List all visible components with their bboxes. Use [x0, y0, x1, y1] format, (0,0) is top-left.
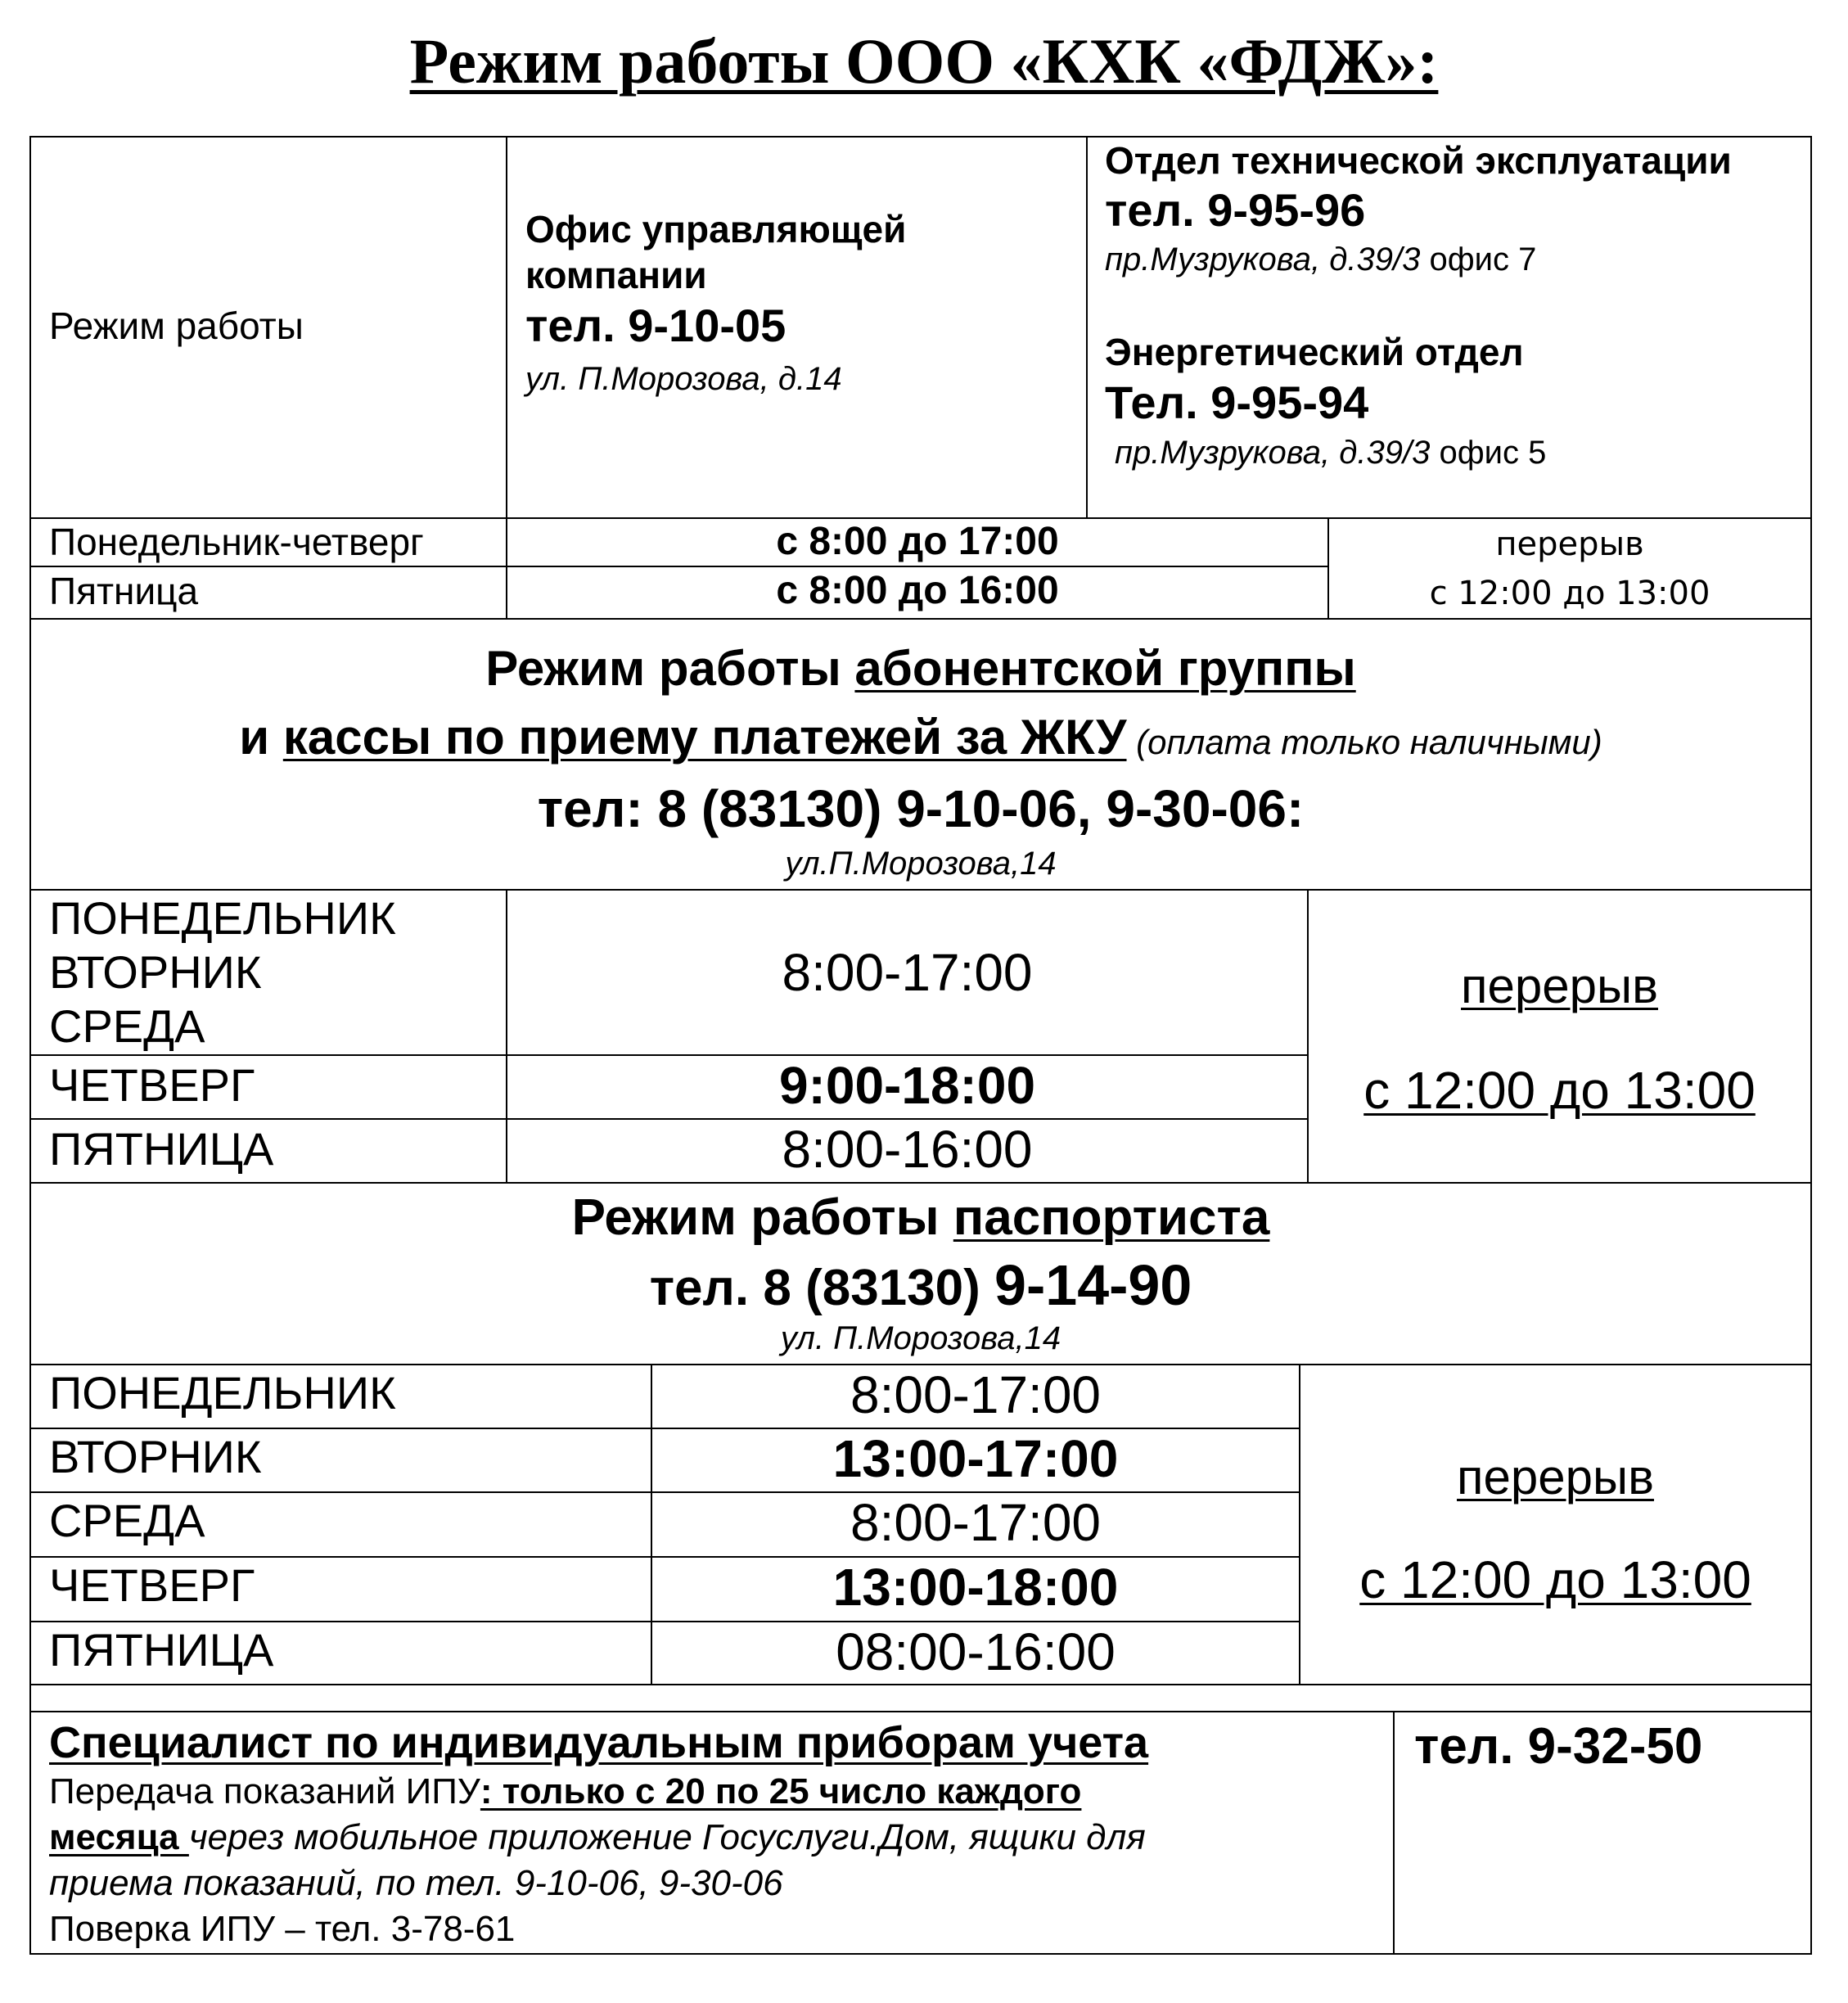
divider [29, 618, 1812, 620]
divider [1299, 1364, 1300, 1685]
day-wednesday: СРЕДА [49, 1000, 205, 1052]
subscriber-heading: Режим работы абонентской группы [485, 641, 1356, 696]
break-label: перерыв [1457, 1450, 1654, 1505]
day-monday: ПОНЕДЕЛЬНИК [49, 1367, 396, 1419]
office-address: ул. П.Морозова, д.14 [525, 361, 842, 397]
divider [29, 1182, 1812, 1184]
subscriber-address: ул.П.Морозова,14 [785, 846, 1057, 882]
ipu-phone: тел. 9-32-50 [1414, 1718, 1703, 1775]
day-fri: Пятница [49, 570, 199, 612]
passport-phone: тел. 8 (83130) 9-14-90 [649, 1253, 1192, 1317]
tech-dept-phone: тел. 9-95-96 [1105, 184, 1366, 236]
divider [29, 889, 1812, 891]
divider [1393, 1711, 1395, 1955]
office-phone: тел. 9-10-05 [525, 300, 787, 351]
tech-dept-name: Отдел технической эксплуатации [1105, 139, 1732, 182]
energy-dept-name: Энергетический отдел [1105, 331, 1524, 373]
hours-friday: 8:00-16:00 [782, 1120, 1033, 1179]
page-title: Режим работы ООО «КХК «ФДЖ»: [409, 25, 1439, 97]
break-time: с 12:00 до 13:00 [1359, 1550, 1751, 1609]
day-friday: ПЯТНИЦА [49, 1624, 274, 1676]
energy-dept-address: пр.Музрукова, д.39/3 офис 5 [1115, 435, 1547, 471]
ipu-submission-line-2: месяца через мобильное приложение Госуслуги.Дом, ящики для [49, 1817, 1146, 1857]
passport-heading: Режим работы паспортиста [571, 1189, 1270, 1246]
divider [1307, 889, 1309, 1184]
office-name-cont: компании [525, 254, 707, 296]
day-friday: ПЯТНИЦА [49, 1123, 274, 1175]
table-border-top [29, 136, 1812, 138]
hours-thursday: 9:00-18:00 [778, 1056, 1036, 1115]
cashier-heading: и кассы по приему платежей за ЖКУ (оплата только наличными) [239, 710, 1602, 765]
day-monday: ПОНЕДЕЛЬНИК [49, 892, 396, 944]
table-border-bottom [29, 1953, 1812, 1955]
break-time: с 12:00 до 13:00 [1363, 1061, 1756, 1120]
hours-friday: 08:00-16:00 [836, 1622, 1116, 1681]
hours-mon-wed: 8:00-17:00 [782, 943, 1033, 1002]
divider [29, 1711, 1812, 1712]
divider [29, 566, 1329, 567]
energy-dept-phone: Тел. 9-95-94 [1105, 377, 1369, 428]
divider [29, 1684, 1812, 1685]
passport-address: ул. П.Морозова,14 [780, 1320, 1061, 1356]
table-border-left [29, 136, 31, 1955]
subscriber-phone: тел: 8 (83130) 9-10-06, 9-30-06: [537, 779, 1305, 838]
table-border-right [1810, 136, 1812, 1955]
break-time: с 12:00 до 13:00 [1429, 575, 1711, 612]
ipu-verification: Поверка ИПУ – тел. 3-78-61 [49, 1909, 516, 1949]
day-mon-thu: Понедельник-четверг [49, 521, 424, 563]
day-tuesday: ВТОРНИК [49, 1431, 262, 1482]
break-label: перерыв [1495, 526, 1644, 563]
hours-monday: 8:00-17:00 [850, 1365, 1102, 1424]
break-label: перерыв [1461, 959, 1658, 1013]
day-tuesday: ВТОРНИК [49, 946, 262, 998]
day-thursday: ЧЕТВЕРГ [49, 1059, 255, 1111]
hours-mon-thu: с 8:00 до 17:00 [776, 520, 1059, 563]
day-thursday: ЧЕТВЕРГ [49, 1559, 255, 1611]
office-name: Офис управляющей [525, 208, 907, 250]
divider [1086, 136, 1088, 517]
schedule-label: Режим работы [49, 305, 304, 347]
tech-dept-address: пр.Музрукова, д.39/3 офис 7 [1105, 241, 1537, 277]
hours-tuesday: 13:00-17:00 [832, 1429, 1119, 1488]
ipu-heading: Специалист по индивидуальным приборам учета [49, 1718, 1149, 1767]
hours-fri: с 8:00 до 16:00 [776, 569, 1059, 612]
hours-thursday: 13:00-18:00 [832, 1558, 1119, 1617]
hours-wednesday: 8:00-17:00 [850, 1493, 1102, 1552]
ipu-submission-line-3: приема показаний, по тел. 9-10-06, 9-30-06 [49, 1863, 783, 1903]
ipu-submission-line: Передача показаний ИПУ: только с 20 по 25 число каждого [49, 1771, 1082, 1811]
day-wednesday: СРЕДА [49, 1495, 205, 1546]
